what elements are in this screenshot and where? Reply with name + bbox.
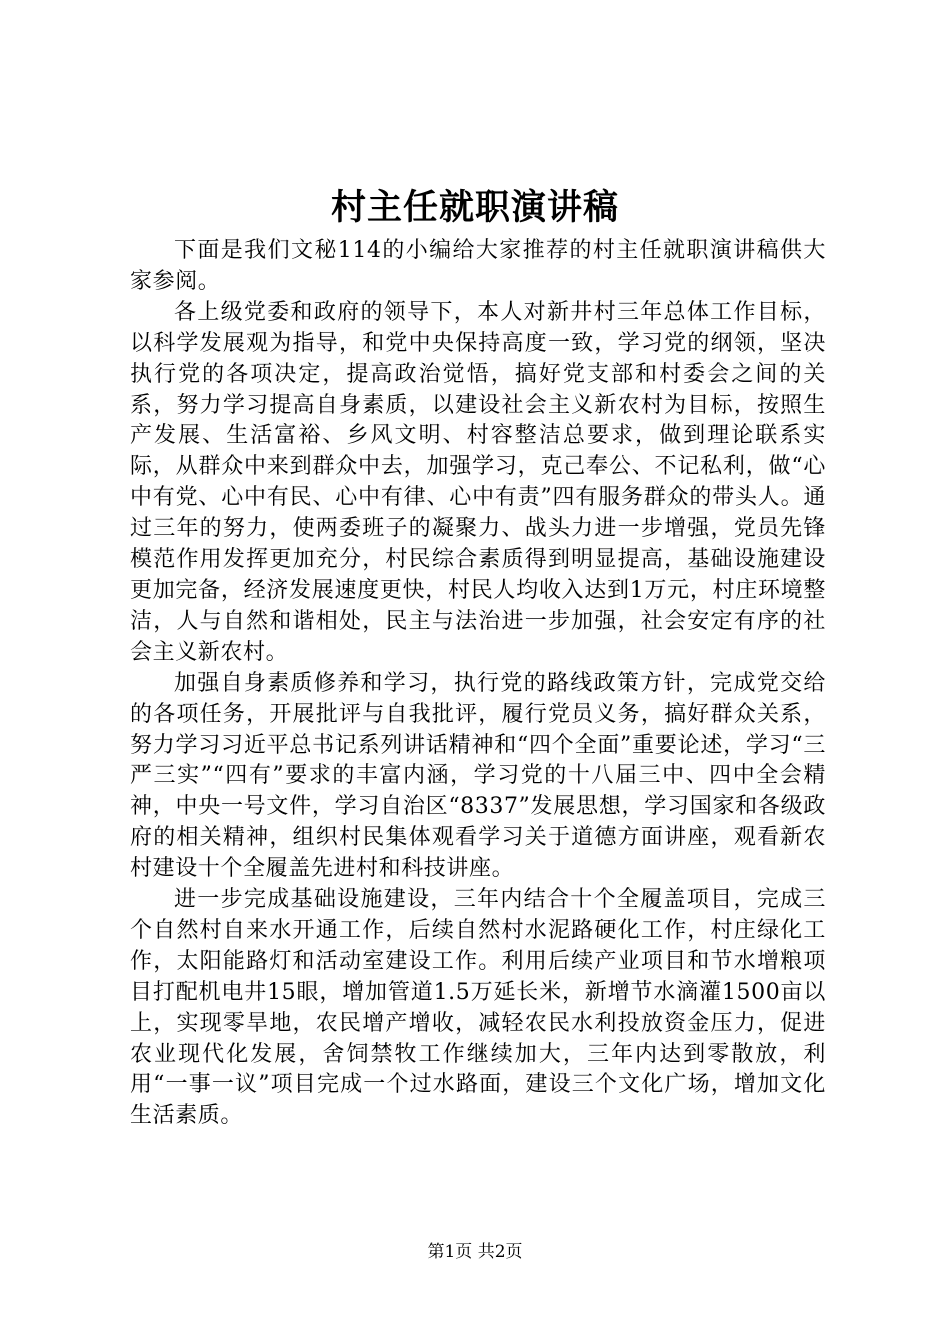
document-body <box>130 236 826 1132</box>
document-title: 村主任就职演讲稿 <box>330 187 619 228</box>
paragraph-study: 加强自身素质修养和学习，执行党的路线政策方针，完成党交给的各项任务，开展批评与自我批评，履行党员义务，搞好群众关系，努力学习习近平总书记系列讲话精神和“四个全面”重要论述，学习“三严三实”“四有”要求的丰富内涵，学习党的十八届三中、四中全会精神，中央一号文件，学习自治区“8337”发展思想，学习国家和各级政府的相关精神，组织村民集体观看学习关于道德方面讲座，观看新农村建设十个全履盖先进村和科技讲座。 <box>130 670 826 882</box>
paragraph-goals: 各上级党委和政府的领导下，本人对新井村三年总体工作目标，以科学发展观为指导，和党中央保持高度一致，学习党的纲领，坚决执行党的各项决定，提高政治觉悟，搞好党支部和村委会之间的关系，努力学习提高自身素质，以建设社会主义新农村为目标，按照生产发展、生活富裕、乡风文明、村容整洁总要求，做到理论联系实际，从群众中来到群众中去，加强学习，克己奉公、不记私利，做“心中有党、心中有民、心中有律、心中有责”四有服务群众的带头人。通过三年的努力，使两委班子的凝聚力、战头力进一步增强，党员先锋模范作用发挥更加充分，村民综合素质得到明显提高，基础设施建设更加完备，经济发展速度更快，村民人均收入达到1万元，村庄环境整洁，人与自然和谐相处，民主与法治进一步加强，社会安定有序的社会主义新农村。 <box>130 299 826 665</box>
paragraph-intro: 下面是我们文秘114的小编给大家推荐的村主任就职演讲稿供大家参阅。 <box>130 238 826 294</box>
page-footer: 第1页 共2页 <box>427 1242 523 1262</box>
paragraph-infrastructure: 进一步完成基础设施建设，三年内结合十个全履盖项目，完成三个自然村自来水开通工作，后续自然村水泥路硬化工作，村庄绿化工作，太阳能路灯和活动室建设工作。利用后续产业项目和节水增粮项目打配机电井15眼，增加管道1.5万延长米，新增节水滴灌1500亩以上，实现零旱地，农民增产增收，减轻农民水利投放资金压力，促进农业现代化发展，舍饲禁牧工作继续加大，三年内达到零散放，利用“一事一议”项目完成一个过水路面，建设三个文化广场，增加文化生活素质。 <box>130 887 826 1129</box>
